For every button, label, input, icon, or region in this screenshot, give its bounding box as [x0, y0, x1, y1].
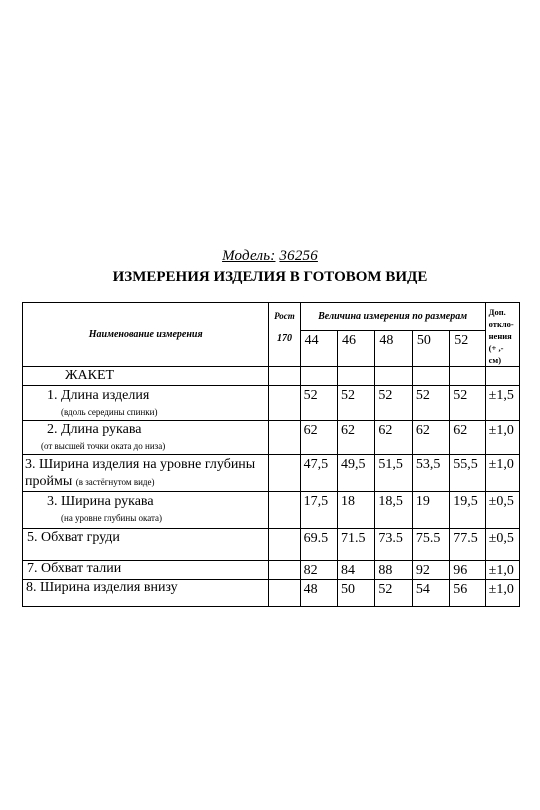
row-value: 77.5 [450, 529, 485, 561]
row-value: 62 [337, 421, 374, 455]
row-value: 52 [375, 386, 412, 421]
header-rost-value: 170 [276, 333, 292, 344]
row-value: 82 [300, 561, 337, 580]
row-value: 17,5 [300, 492, 337, 529]
header-rost [269, 303, 300, 367]
row-tolerance: ±1,0 [485, 580, 519, 607]
row-value: 62 [450, 421, 485, 455]
row-value: 52 [300, 386, 337, 421]
table-row [23, 421, 520, 455]
row-value: 47,5 [300, 455, 337, 492]
row-name-cell [23, 455, 269, 492]
row-value: 52 [337, 386, 374, 421]
table-row [23, 455, 520, 492]
row-value: 50 [337, 580, 374, 607]
row-value: 52 [375, 580, 412, 607]
header-size: 48 [375, 331, 412, 367]
row-value: 55,5 [450, 455, 485, 492]
header-size: 44 [300, 331, 337, 367]
row-name: 7. Обхват талии [23, 561, 269, 580]
row-value: 92 [412, 561, 449, 580]
row-name: 3. Ширина рукава [47, 494, 154, 509]
table-row [23, 561, 520, 580]
table-row [23, 580, 520, 607]
row-sub: (вдоль середины спинки) [61, 407, 158, 417]
row-value: 69.5 [300, 529, 337, 561]
row-value: 96 [450, 561, 485, 580]
row-value: 56 [450, 580, 485, 607]
header-size: 50 [412, 331, 449, 367]
row-value: 62 [300, 421, 337, 455]
row-value: 48 [300, 580, 337, 607]
row-tolerance: ±1,0 [485, 455, 519, 492]
header-rost-label: Рост [274, 311, 295, 321]
row-tolerance: ±0,5 [485, 492, 519, 529]
row-name: 1. Длина изделия [47, 388, 150, 403]
header-value-label: Величина измерения по размерам [300, 303, 485, 331]
row-name: 8. Ширина изделия внизу [23, 580, 269, 607]
row-value: 52 [450, 386, 485, 421]
section-label: ЖАКЕТ [23, 367, 269, 386]
measurements-table [22, 302, 520, 607]
row-value: 18,5 [375, 492, 412, 529]
row-value: 19,5 [450, 492, 485, 529]
model-label: Модель: [222, 248, 276, 264]
row-sub: (на уровне глубины оката) [61, 513, 163, 523]
row-value: 53,5 [412, 455, 449, 492]
table-row [23, 492, 520, 529]
row-tolerance: ±0,5 [485, 529, 519, 561]
row-name-cell [23, 386, 269, 421]
row-tolerance: ±1,0 [485, 421, 519, 455]
row-name-cell [23, 421, 269, 455]
row-name: 5. Обхват груди [23, 529, 269, 561]
row-value: 75.5 [412, 529, 449, 561]
header-size: 46 [337, 331, 374, 367]
model-line [0, 248, 540, 265]
row-value: 18 [337, 492, 374, 529]
row-value: 62 [375, 421, 412, 455]
row-tolerance: ±1,0 [485, 561, 519, 580]
row-value: 51,5 [375, 455, 412, 492]
row-value: 88 [375, 561, 412, 580]
row-tolerance: ±1,5 [485, 386, 519, 421]
model-number: 36256 [279, 248, 318, 264]
row-value: 49,5 [337, 455, 374, 492]
header-name: Наименование измерения [23, 303, 269, 367]
row-name: 3. Ширина изделия на уровне глубины проймы [25, 457, 256, 489]
table-row [23, 529, 520, 561]
row-value: 52 [412, 386, 449, 421]
row-value: 73.5 [375, 529, 412, 561]
row-name-cell [23, 492, 269, 529]
row-value: 84 [337, 561, 374, 580]
header-size: 52 [450, 331, 485, 367]
row-value: 54 [412, 580, 449, 607]
row-value: 62 [412, 421, 449, 455]
row-value: 19 [412, 492, 449, 529]
section-row [23, 367, 520, 386]
page-title: ИЗМЕРЕНИЯ ИЗДЕЛИЯ В ГОТОВОМ ВИДЕ [112, 269, 428, 285]
row-sub: (от высшей точки оката до низа) [41, 441, 166, 451]
table-row [23, 386, 520, 421]
row-name: 2. Длина рукава [47, 422, 142, 437]
row-value: 71.5 [337, 529, 374, 561]
header-tolerance: Доп. откло-нения (+ ,- см) [485, 303, 519, 367]
row-sub: (в застёгнутом виде) [75, 477, 155, 487]
